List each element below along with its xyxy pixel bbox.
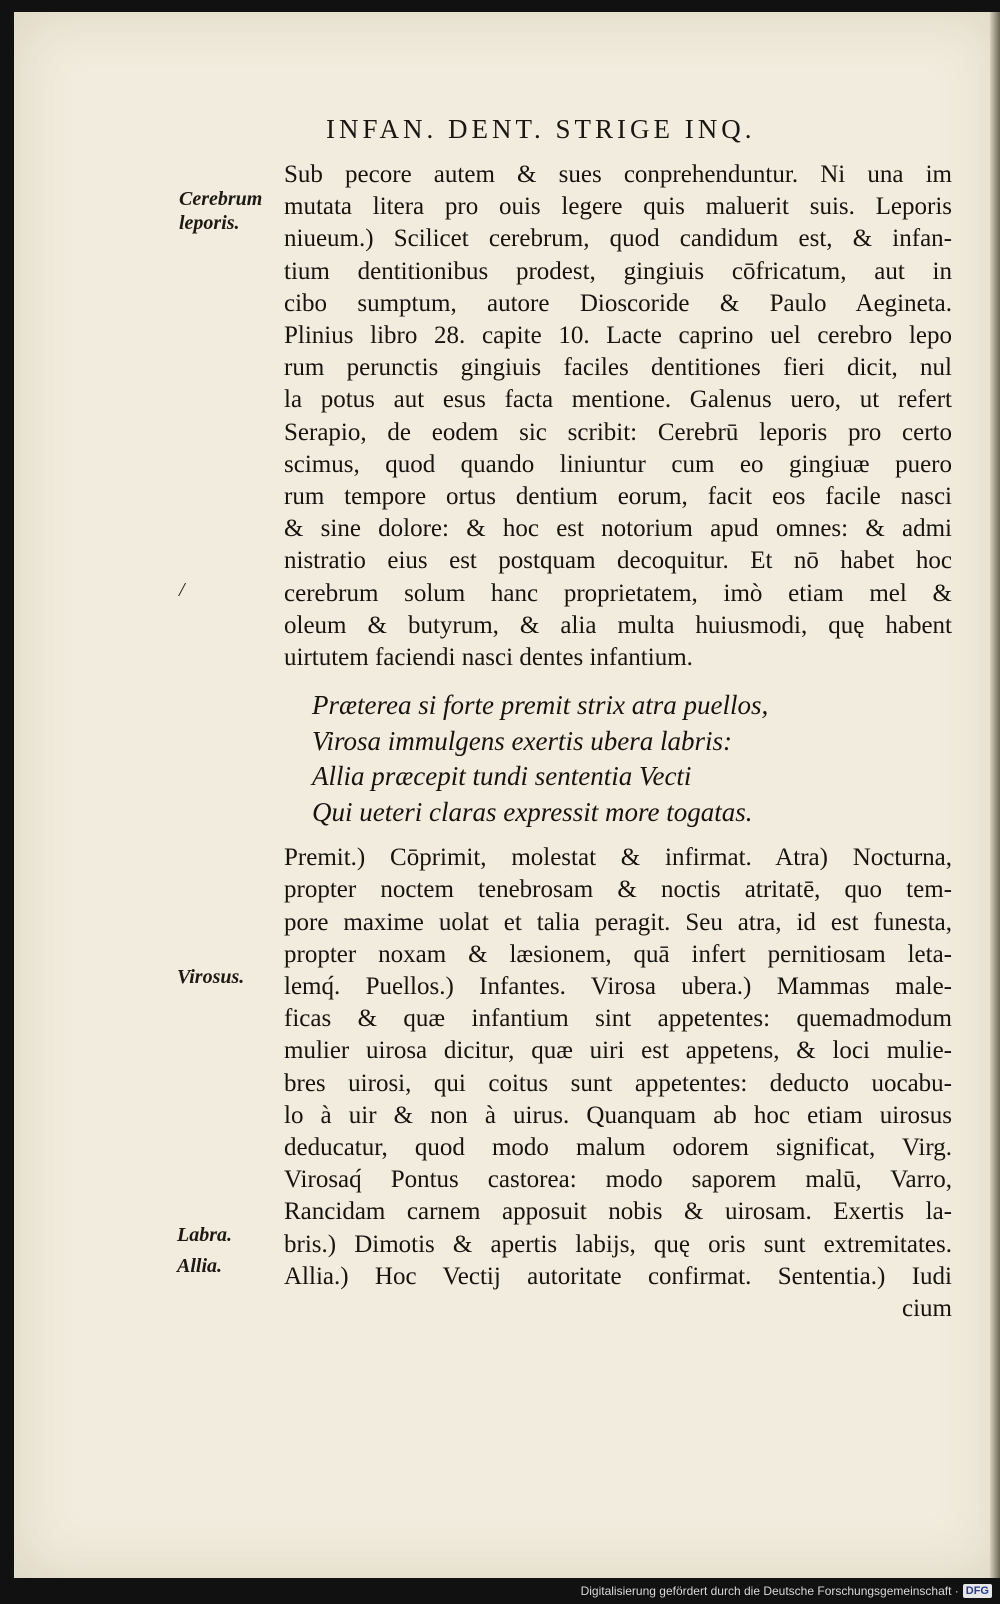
text-line: rum perunctis gingiuis faciles dentitiones fieri dicit, nul (284, 354, 952, 382)
margin-note-cerebrum-leporis (179, 187, 262, 235)
text-line: Virosaq́ Pontus castorea: modo saporem malū, Varro, (284, 1166, 952, 1194)
text-line: nistratio eius est postquam decoquitur. Et nō habet hoc (284, 547, 952, 575)
text-line: bris.) Dimotis & apertis labijs, quę oris sunt extremitates. (284, 1230, 952, 1258)
book-page (14, 12, 1000, 1578)
margin-note-allia: Allia. (177, 1255, 223, 1277)
text-line: propter noctem tenebrosam & noctis atritatē, quo tem- (284, 876, 952, 904)
text-line: ficas & quæ infantium sint appetentes: quemadmodum (284, 1005, 952, 1033)
text-line: tium dentitionibus prodest, gingiuis cōfricatum, aut in (284, 257, 952, 285)
verse-line: Allia præcepit tundi sententia Vecti (312, 761, 692, 792)
verse-block (284, 688, 952, 830)
digitization-credit (581, 1581, 992, 1601)
text-line: la potus aut esus facta mentione. Galenus uero, ut refert (284, 386, 952, 414)
text-line: lemq́. Puellos.) Infantes. Virosa ubera.) Mammas male- (284, 973, 952, 1001)
text-line: cerebrum solum hanc proprietatem, imò etiam mel & (284, 579, 952, 607)
text-line: Sub pecore autem & sues conprehenduntur. Ni una im (284, 161, 952, 188)
margin-note-line: Cerebrum (179, 188, 263, 210)
text-line: propter noxam & læsionem, quā infert pernitiosam leta- (284, 940, 952, 968)
text-line: pore maxime uolat et talia peragit. Seu atra, id est funesta, (284, 908, 952, 936)
text-line: uirtutem faciendi nasci dentes infantium. (284, 644, 693, 672)
text-line: mulier uirosa dicitur, quæ uiri est appetens, & loci mulie- (284, 1037, 952, 1065)
margin-note-labra: Labra. (177, 1224, 232, 1246)
dfg-logo: DFG (963, 1584, 992, 1598)
verse-line: Præterea si forte premit strix atra puellos, (312, 690, 769, 721)
text-line: niueum.) Scilicet cerebrum, quod candidum est, & infan- (284, 225, 952, 253)
margin-note-virosus: Virosus. (177, 966, 245, 988)
credit-text: Digitalisierung gefördert durch die Deutsche Forschungsgemeinschaft · (580, 1584, 959, 1598)
verse-line: Qui ueteri claras expressit more togatas. (312, 796, 753, 827)
commentary-block-1 (284, 159, 952, 674)
catchword: cium (902, 1295, 952, 1323)
text-line: bres uirosi, qui coitus sunt appetentes: deducto uocabu- (284, 1069, 952, 1097)
text-line: Rancidam carnem apposuit nobis & uirosam. Exertis la- (284, 1198, 952, 1226)
text-line: & sine dolore: & hoc est notorium apud omnes: & admi (284, 515, 952, 543)
text-line: Plinius libro 28. capite 10. Lacte caprino uel cerebro lepo (284, 322, 952, 350)
text-line: oleum & butyrum, & alia multa huiusmodi, quę habent (284, 611, 952, 639)
text-line: mutata litera pro ouis legere quis maluerit suis. Leporis (284, 193, 952, 221)
verse-line: Virosa immulgens exertis ubera labris: (312, 725, 732, 756)
margin-mark-slash: / (179, 579, 185, 601)
margin-note-line: leporis. (179, 212, 240, 234)
main-text-column (284, 159, 952, 1325)
text-line: Premit.) Cōprimit, molestat & infirmat. Atra) Nocturna, (284, 844, 952, 872)
text-line: lo à uir & non à uirus. Quanquam ab hoc etiam uirosus (284, 1101, 952, 1129)
commentary-block-2 (284, 842, 952, 1325)
text-line: cibo sumptum, autore Dioscoride & Paulo Aegineta. (284, 289, 952, 317)
running-head: INFAN. DENT. STRIGE INQ. (326, 114, 756, 144)
text-line: deducatur, quod modo malum odorem significat, Virg. (284, 1134, 952, 1162)
text-line: scimus, quod quando liniuntur cum eo gingiuæ puero (284, 450, 952, 478)
text-line: Serapio, de eodem sic scribit: Cerebrū leporis pro certo (284, 418, 952, 446)
text-line: Allia.) Hoc Vectij autoritate confirmat. Sententia.) Iudi (284, 1262, 952, 1290)
text-line: rum tempore ortus dentium eorum, facit eos facile nasci (284, 483, 952, 511)
